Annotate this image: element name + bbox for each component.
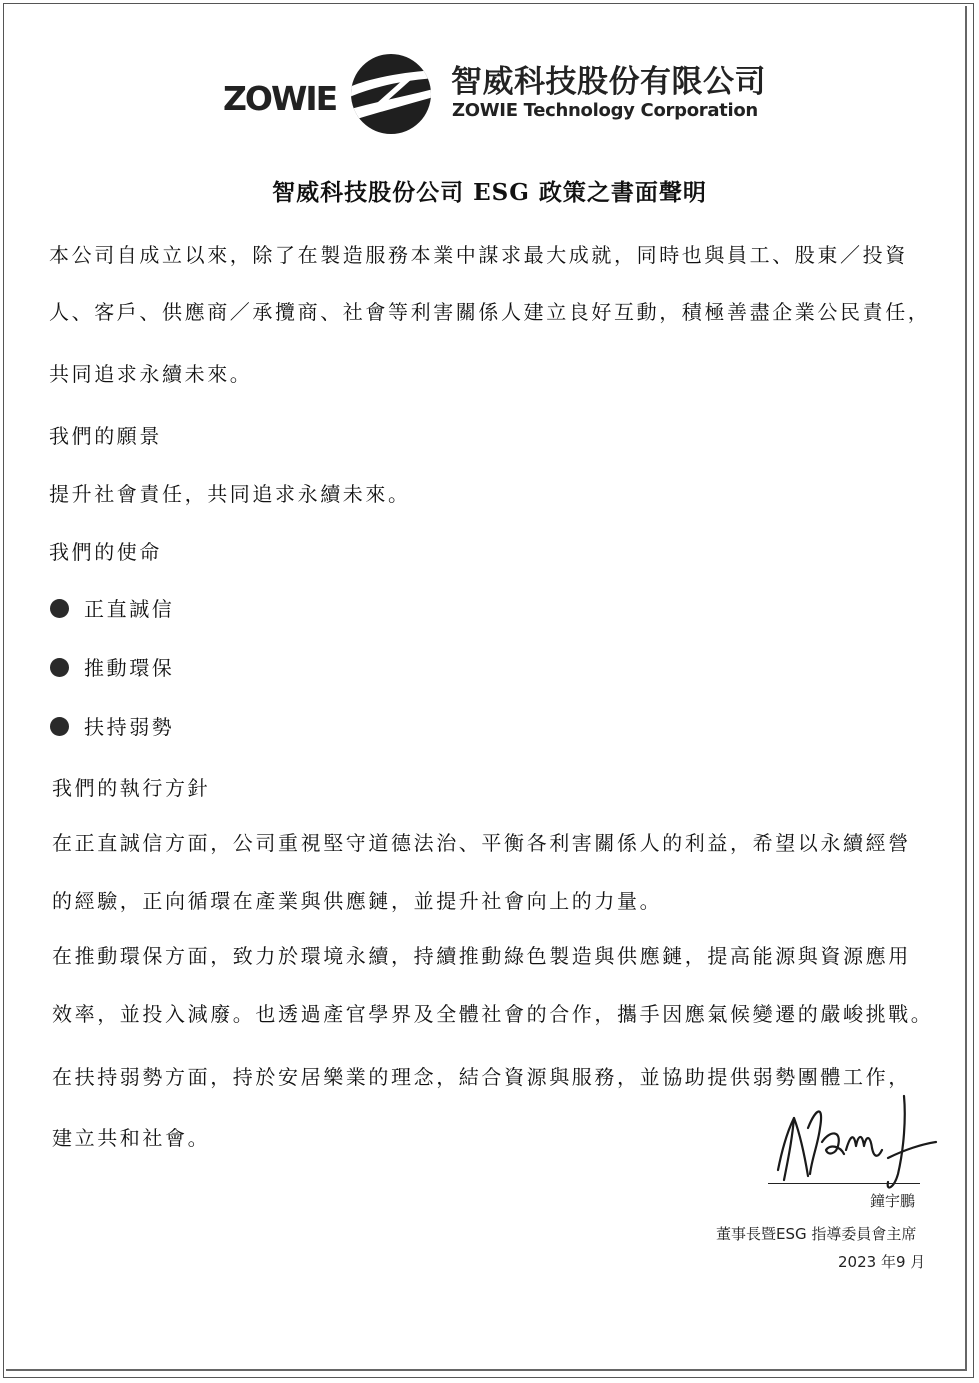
signing-date: 2023 年9 月 bbox=[838, 1253, 926, 1271]
policy-line: 建立共和社會。 bbox=[52, 1126, 211, 1150]
handwritten-signature bbox=[764, 1088, 944, 1198]
vision-heading: 我們的願景 bbox=[49, 424, 162, 448]
zowie-globe-logo-icon bbox=[345, 48, 437, 140]
policy-line: 在正直誠信方面，公司重視堅守道德法治、平衡各利害關係人的利益，希望以永續經營 bbox=[52, 831, 911, 855]
intro-line: 人、客戶、供應商／承攬商、社會等利害關係人建立良好互動，積極善盡企業公民責任， bbox=[49, 300, 931, 324]
mission-item: 扶持弱勢 bbox=[84, 715, 175, 739]
signature-line bbox=[768, 1183, 920, 1184]
zowie-wordmark-logo: ZOWIE bbox=[223, 79, 337, 118]
mission-item: 推動環保 bbox=[84, 656, 175, 680]
signer-name: 鐘宇鵬 bbox=[870, 1192, 916, 1210]
mission-item: 正直誠信 bbox=[84, 597, 175, 621]
vision-text: 提升社會責任，共同追求永續未來。 bbox=[49, 482, 411, 506]
intro-line: 本公司自成立以來，除了在製造服務本業中謀求最大成就，同時也與員工、股東／投資 bbox=[49, 243, 908, 267]
policy-line: 效率，並投入減廢。也透過產官學界及全體社會的合作，攜手因應氣候變遷的嚴峻挑戰。 bbox=[52, 1002, 934, 1026]
policy-line: 在推動環保方面，致力於環境永續，持續推動綠色製造與供應鏈，提高能源與資源應用 bbox=[52, 944, 911, 968]
intro-line: 共同追求永續未來。 bbox=[49, 362, 253, 386]
filled-circle-bullet-icon bbox=[50, 658, 69, 677]
mission-heading: 我們的使命 bbox=[49, 540, 162, 564]
document-title: 智威科技股份公司 ESG 政策之書面聲明 bbox=[272, 179, 707, 206]
policy-heading: 我們的執行方針 bbox=[52, 776, 211, 800]
filled-circle-bullet-icon bbox=[50, 599, 69, 618]
policy-line: 在扶持弱勢方面，持於安居樂業的理念，結合資源與服務，並協助提供弱勢團體工作， bbox=[52, 1065, 911, 1089]
signer-title: 董事長暨ESG 指導委員會主席 bbox=[716, 1225, 917, 1243]
policy-line: 的經驗，正向循環在產業與供應鏈，並提升社會向上的力量。 bbox=[52, 889, 663, 913]
company-name-chinese: 智威科技股份有限公司 bbox=[451, 64, 766, 100]
filled-circle-bullet-icon bbox=[50, 717, 69, 736]
company-name-english: ZOWIE Technology Corporation bbox=[452, 100, 758, 121]
